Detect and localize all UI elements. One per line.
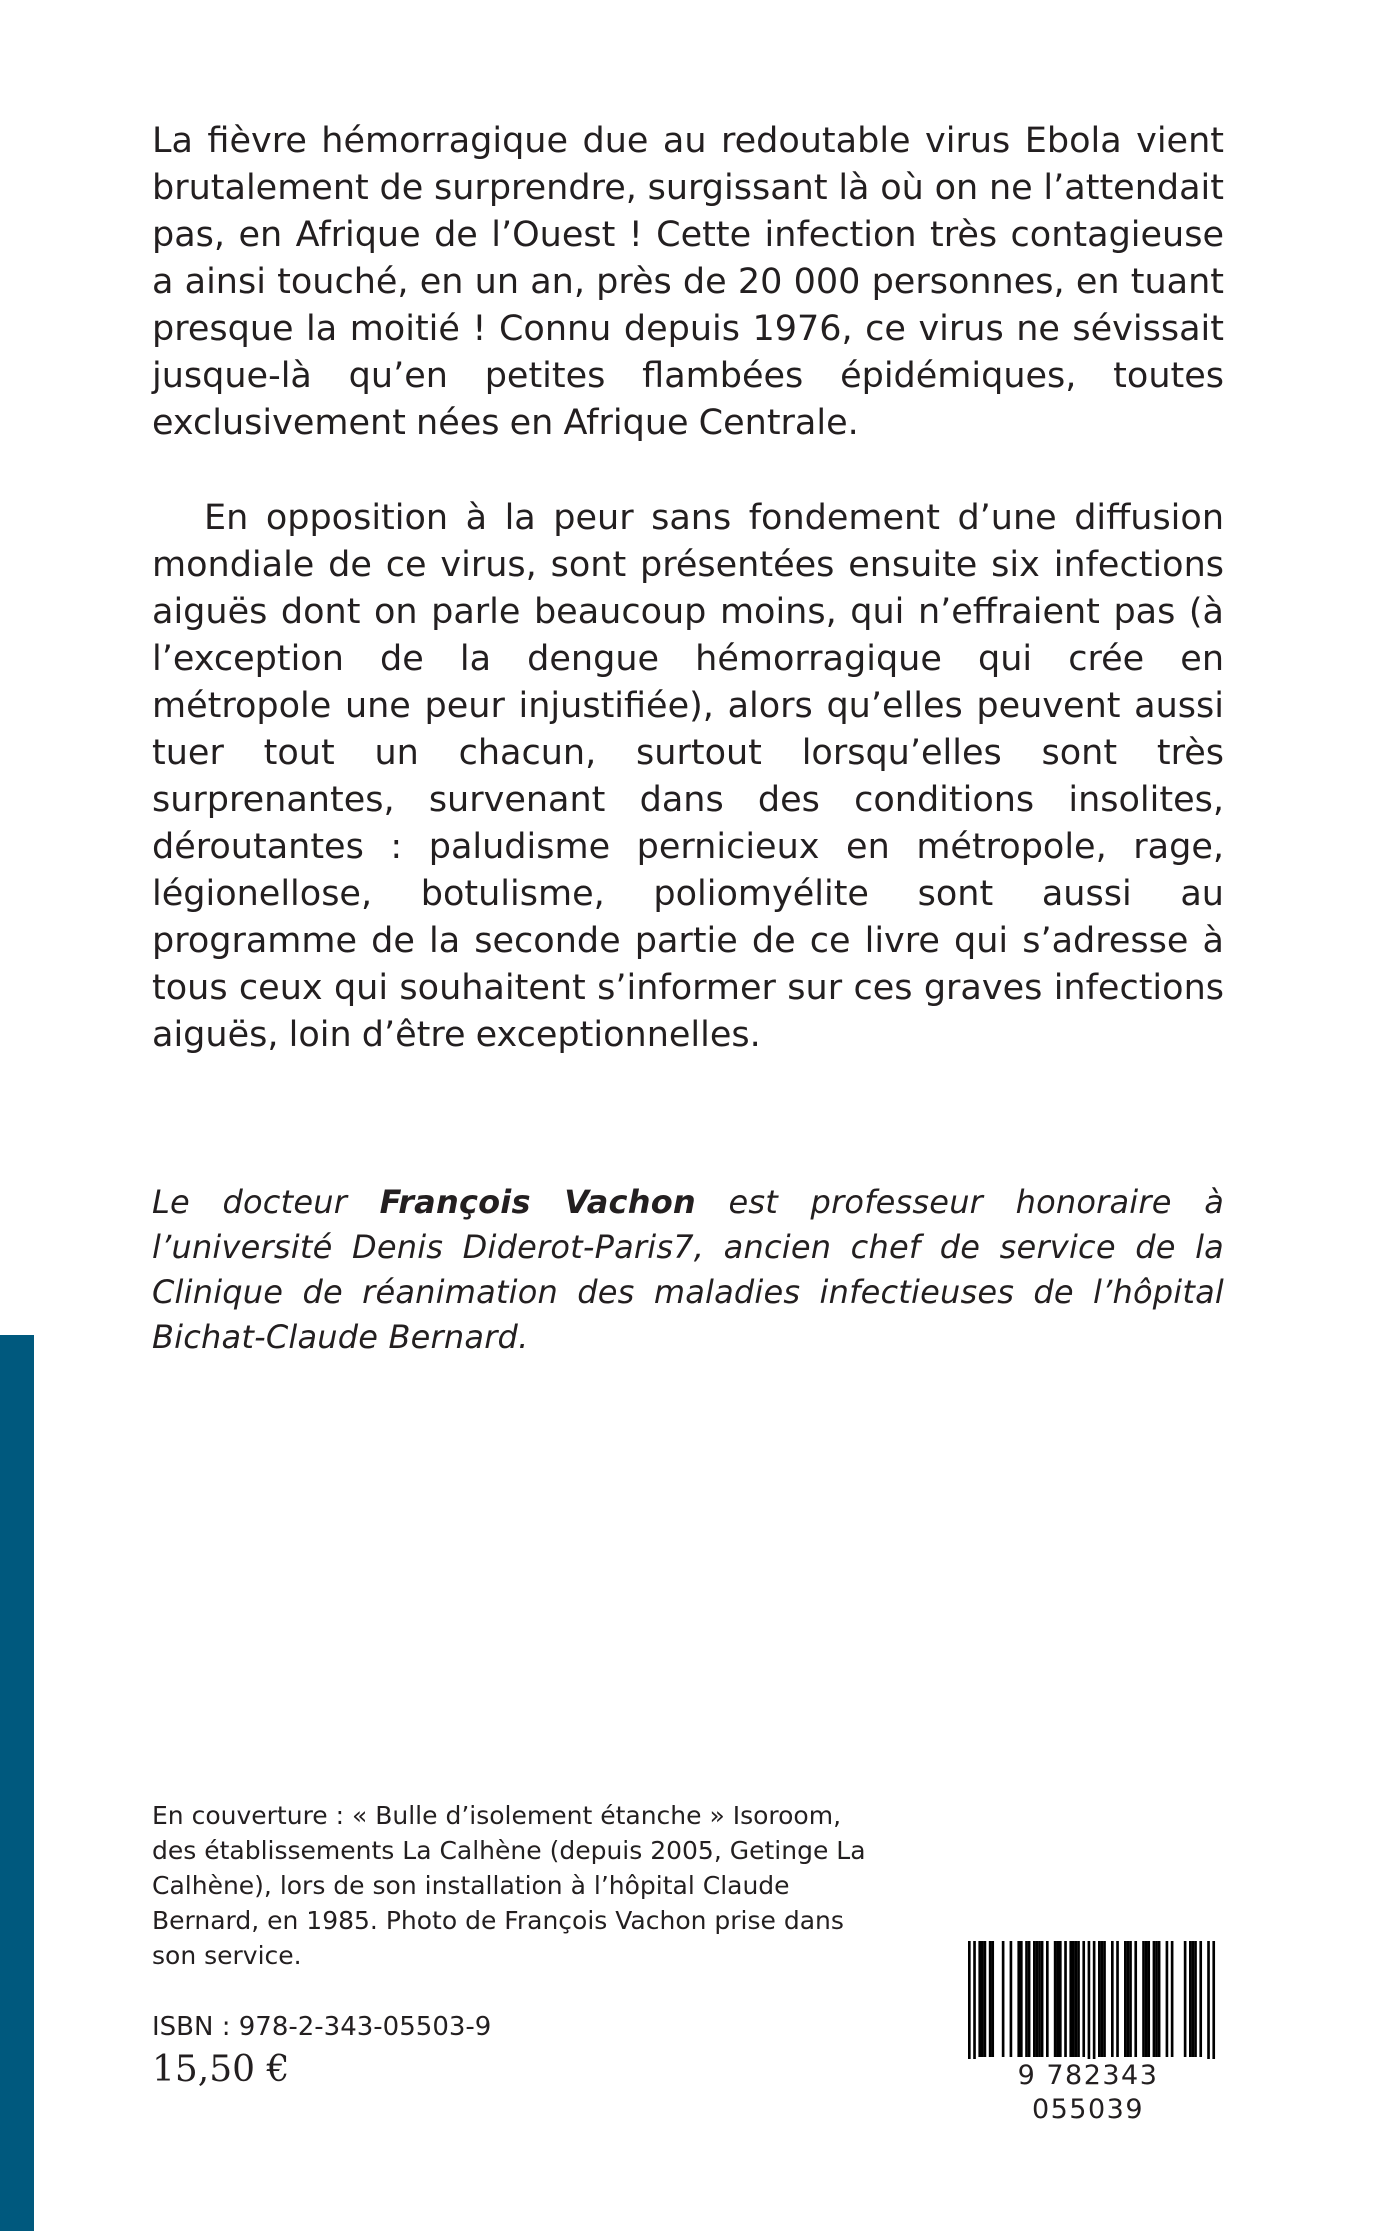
barcode-bar <box>1127 1941 1130 2057</box>
barcode-bar <box>968 1941 971 2071</box>
book-price: 15,50 € <box>152 2049 290 2090</box>
barcode-bar <box>981 1941 984 2057</box>
barcode-bar <box>973 1941 976 2071</box>
barcode-bar <box>1207 1941 1210 2071</box>
barcode-bar <box>1194 1941 1197 2057</box>
barcode-bar <box>1077 1941 1080 2057</box>
spine-color-bar <box>0 1335 34 2231</box>
barcode-bar <box>1038 1941 1041 2057</box>
barcode-bar <box>1088 1941 1091 2071</box>
barcode-bar <box>1166 1941 1169 2057</box>
barcode-bar <box>1155 1941 1158 2057</box>
barcode-bar <box>1033 1941 1036 2057</box>
barcode-bar <box>1153 1941 1156 2057</box>
barcode-bar <box>1046 1941 1049 2057</box>
barcode <box>958 1937 1218 2125</box>
author-bio-prefix: Le docteur <box>152 1183 348 1221</box>
author-bio <box>152 1180 1224 1360</box>
barcode-bar <box>1199 1941 1202 2057</box>
barcode-bar <box>1017 1941 1020 2057</box>
barcode-bar <box>1129 1941 1132 2057</box>
barcode-bar <box>1103 1941 1106 2057</box>
barcode-bar <box>978 1941 981 2057</box>
barcode-bar <box>1134 1941 1137 2057</box>
barcode-bar <box>1075 1941 1078 2057</box>
barcode-bar <box>1116 1941 1119 2057</box>
barcode-bar <box>1056 1941 1059 2057</box>
barcode-bar <box>1212 1941 1215 2071</box>
barcode-bar <box>1145 1941 1148 2057</box>
blurb-paragraph-1: La fièvre hémorragique due au redoutable virus Ebola vient brutalement de surprendre, surgissant là où on ne l’attendait pas, en Afrique de l’Ouest ! Cette infection très contagieuse a ainsi touché, en un an, près de 20 000 personnes, en tuant presque la moitié ! Connu depuis 1976, ce virus ne sévissait jusque-là qu’en petites flambées épidémiques, toutes exclusivement nées en Afrique Centrale. <box>152 121 1224 443</box>
barcode-bar <box>1020 1941 1023 2057</box>
barcode-bar <box>1171 1941 1174 2057</box>
barcode-bar <box>1028 1941 1031 2057</box>
barcode-digits: 9 782343 055039 <box>958 2059 1218 2127</box>
barcode-bar <box>1010 1941 1013 2057</box>
barcode-bar <box>989 1941 992 2057</box>
barcode-bar <box>1069 1941 1072 2057</box>
barcode-bar <box>1025 1941 1028 2057</box>
barcode-bar <box>1147 1941 1150 2057</box>
barcode-bar <box>1098 1941 1101 2057</box>
barcode-bar <box>1184 1941 1187 2057</box>
barcode-bar <box>1189 1941 1192 2057</box>
barcode-bar <box>1158 1941 1161 2057</box>
barcode-bar <box>1101 1941 1104 2057</box>
cover-photo-credit: En couverture : « Bulle d’isolement étanche » Isoroom, des établissements La Calhène (depuis 2005, Getinge La Calhène), lors de son installation à l’hôpital Claude Bernard, en 1985. Photo de François Vachon prise dans son service. <box>152 1801 866 1970</box>
barcode-bar <box>1036 1941 1039 2057</box>
barcode-bar <box>1041 1941 1044 2057</box>
barcode-bar <box>991 1941 994 2057</box>
isbn-number: ISBN : 978-2-343-05503-9 <box>152 2012 492 2042</box>
barcode-bar <box>1192 1941 1195 2057</box>
barcode-bar <box>1124 1941 1127 2057</box>
barcode-bar <box>1093 1941 1096 2071</box>
barcode-bar <box>1082 1941 1085 2057</box>
author-name: François Vachon <box>379 1183 696 1221</box>
barcode-bar <box>1054 1941 1057 2057</box>
barcode-bar <box>1072 1941 1075 2057</box>
barcode-bar <box>1002 1941 1005 2057</box>
barcode-bar <box>1142 1941 1145 2057</box>
author-bio-text: est professeur honoraire à l’université Denis Diderot-Paris7, ancien chef de service de la Clinique de réanimation des maladies infectieuses de l’hôpital Bichat-Claude Bernard. <box>152 1183 1225 1356</box>
barcode-bar <box>1059 1941 1062 2057</box>
blurb-paragraph-2: En opposition à la peur sans fondement d’une diffusion mondiale de ce virus, sont présentées ensuite six infections aiguës dont on parle beaucoup moins, qui n’effraient pas (à l’exception de la dengue hémorragique qui crée en métropole une peur injustifiée), alors qu’elles peuvent aussi tuer tout un chacun, surtout lorsqu’elles sont très surprenantes, survenant dans des conditions insolites, déroutantes : paludisme pernicieux en métropole, rage, légionellose, botulisme, poliomyélite sont aussi au programme de la seconde partie de ce livre qui s’adresse à tous ceux qui souhaitent s’informer sur ces graves infections aiguës, loin d’être exceptionnelles. <box>152 498 1224 1055</box>
barcode-bar <box>1111 1941 1114 2057</box>
barcode-bar <box>1064 1941 1067 2057</box>
barcode-bar <box>984 1941 987 2057</box>
